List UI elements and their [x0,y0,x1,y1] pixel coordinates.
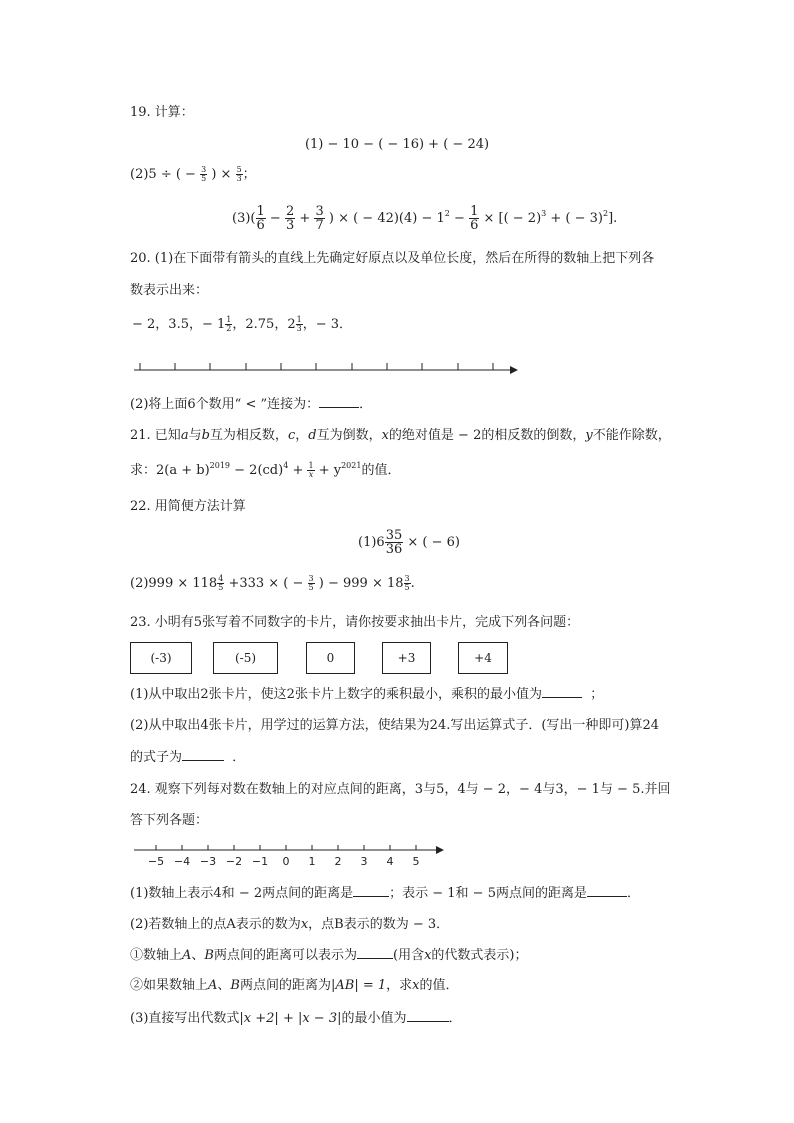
card-zero[interactable]: 0 [306,642,355,674]
answer-blank[interactable] [182,760,224,761]
q21-line2: 求：$2(a + b)^{2019} - 2(cd)^4$ + $\frac{1}{x}$ + $y^{2021}$的值． [130,461,401,479]
q22-title: 22. 用简便方法计算 [130,499,246,514]
q21-line1: 21. 已知a与b互为相反数，c，d互为倒数，x的绝对值是 − 2的相反数的倒数，y不能作除数， [130,428,671,443]
answer-blank[interactable] [319,407,359,408]
axis-tick-label: 3 [360,855,368,868]
q24-part2-2: ②如果数轴上A、B两点间的距离为|AB| = 1，求x的值． [130,978,459,993]
axis-tick-label: 1 [308,855,316,868]
answer-blank[interactable] [357,958,393,959]
answer-blank[interactable] [353,896,389,897]
axis-tick-label: −2 [225,855,243,868]
answer-blank[interactable] [542,697,582,698]
axis-tick-label: 0 [282,855,290,868]
q20-part2: (2)将上面6个数用“ < ”连接为： ． [130,397,373,412]
q24-part2: (2)若数轴上的点A表示的数为x，点B表示的数为 − 3． [130,917,450,932]
q22-part2: (2)999 × 118 $\frac{4}{5}$ +333 × ( − $\frac{3}{5}$ ) − 999 × 18 $\frac{3}{5}$ . [130,574,415,592]
answer-blank[interactable] [407,1021,449,1022]
axis-tick-label: 5 [412,855,420,868]
card-neg5[interactable]: (-5) [213,642,278,674]
q24-number-line [130,842,450,872]
q23-part2: (2)从中取出4张卡片，用学过的运算方法，使结果为24.写出运算式子．(写出一种即可)算24 [130,718,660,733]
axis-tick-label: 4 [386,855,394,868]
card-neg3[interactable]: (-3) [130,642,192,674]
answer-blank[interactable] [587,896,627,897]
card-pos4[interactable]: +4 [458,642,508,674]
q24-part1: (1)数轴上表示4和 − 2两点间的距离是 ；表示 − 1和 − 5两点间的距离是 ． [130,886,640,901]
axis-tick-label: −3 [199,855,217,868]
q19-part1: (1) − 10 − ( − 16) + ( − 24) [304,137,490,152]
q24-line1: 24. 观察下列每对数在数轴上的对应点间的距离，3与5，4与 − 2，− 4与3，− 1与 − 5.并回 [130,782,671,797]
card-pos3[interactable]: +3 [382,642,431,674]
axis-tick-label: 2 [334,855,342,868]
q20-line1: 20. (1)在下面带有箭头的直线上先确定好原点以及单位长度，然后在所得的数轴上把下列各 [130,251,655,266]
q24-part2-1: ①数轴上A、B两点间的距离可以表示为 (用含x的代数式表示)； [130,948,528,963]
q20-number-line [130,360,520,380]
q22-part1: (1)6 $\frac{35}{36}$ × ( − 6) [358,528,460,557]
q19-part2: (2)5 ÷ ( − $\frac{3}{5}$ ) × $\frac{5}{3}$ ； [130,165,256,183]
q23-title: 23. 小明有5张写着不同数字的卡片，请你按要求抽出卡片，完成下列各问题： [130,615,580,630]
q20-numbers: − 2，3.5，− 1 $\frac{1}{2}$ ，2.75，2 $\frac{1}{3}$ ，− 3． [132,315,352,333]
q19-part3: (3)( $\frac{1}{6}$ − $\frac{2}{3}$ + $\frac{3}{7}$ ) × ( − $42)(4) - 1^2$ − $\frac{1}{6}$ × [( − 2)$^3$ + ( − 3)$^2$]. [232,204,618,233]
q19-title: 19. 计算： [130,105,194,120]
axis-tick-label: −4 [173,855,191,868]
q24-line2: 答下列各题： [130,813,209,828]
q20-line2: 数表示出来： [130,283,209,298]
q23-part1: (1)从中取出2张卡片，使这2张卡片上数字的乘积最小，乘积的最小值为 ； [130,687,604,702]
q23-part2b: 的式子为 ． [130,750,246,765]
q24-part3: (3)直接写出代数式|x +2| + |x − 3|的最小值为 ． [130,1011,462,1026]
axis-tick-label: −5 [147,855,165,868]
axis-tick-label: −1 [251,855,269,868]
